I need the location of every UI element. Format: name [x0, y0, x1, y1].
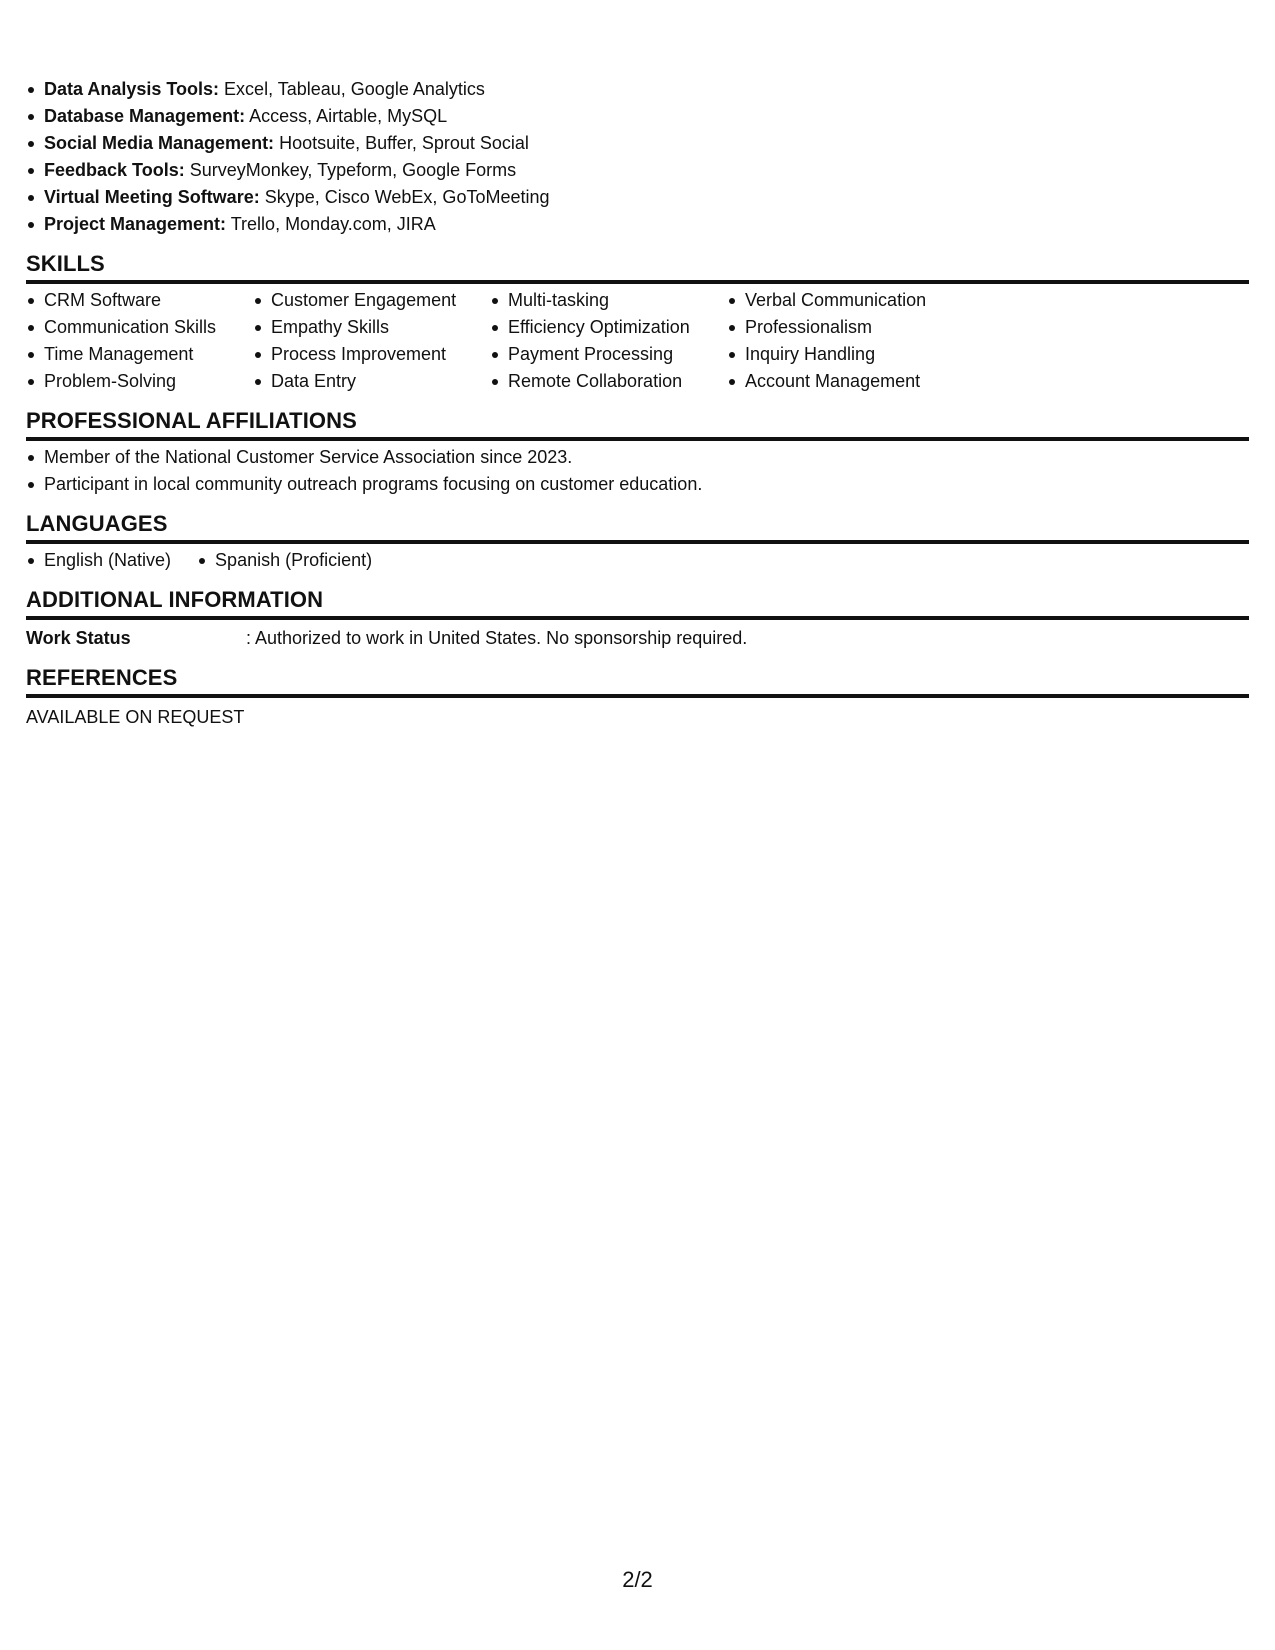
skill-item: Multi-tasking [490, 287, 727, 314]
skill-item: Time Management [26, 341, 253, 368]
tool-category-label: Virtual Meeting Software: [44, 187, 260, 207]
references-text: AVAILABLE ON REQUEST [26, 707, 245, 727]
skills-section [26, 250, 1249, 395]
page-number: 2/2 [622, 1567, 653, 1592]
tool-category-label: Data Analysis Tools: [44, 79, 220, 99]
work-status-row [26, 623, 1249, 652]
section-heading-additional-info: ADDITIONAL INFORMATION [26, 586, 1249, 620]
section-heading-languages: LANGUAGES [26, 510, 1249, 544]
skills-column [727, 287, 987, 395]
list-item [26, 130, 1249, 157]
tool-values: SurveyMonkey, Typeform, Google Forms [184, 160, 517, 180]
skill-item: Inquiry Handling [727, 341, 987, 368]
list-item [26, 184, 1249, 211]
skills-column [26, 287, 253, 395]
skills-column [490, 287, 727, 395]
skill-item: Payment Processing [490, 341, 727, 368]
section-heading-references: REFERENCES [26, 664, 1249, 698]
skill-item: Remote Collaboration [490, 368, 727, 395]
tool-values: Skype, Cisco WebEx, GoToMeeting [259, 187, 550, 207]
skills-grid [26, 287, 1249, 395]
work-status-value: : Authorized to work in United States. No sponsorship required. [246, 628, 748, 648]
skill-item: Verbal Communication [727, 287, 987, 314]
tool-category-label: Project Management: [44, 214, 227, 234]
skill-item: Communication Skills [26, 314, 253, 341]
affiliations-section [26, 407, 1249, 498]
tools-list [26, 76, 1249, 238]
tool-values: Excel, Tableau, Google Analytics [219, 79, 485, 99]
skill-item: Data Entry [253, 368, 490, 395]
tool-category-label: Database Management: [44, 106, 246, 126]
work-status-label: Work Status [26, 628, 131, 648]
skill-item: Process Improvement [253, 341, 490, 368]
list-item: Member of the National Customer Service Association since 2023. [26, 444, 1249, 471]
section-heading-affiliations: PROFESSIONAL AFFILIATIONS [26, 407, 1249, 441]
tool-category-label: Social Media Management: [44, 133, 275, 153]
tool-category-label: Feedback Tools: [44, 160, 185, 180]
skill-item: CRM Software [26, 287, 253, 314]
list-item: Participant in local community outreach programs focusing on customer education. [26, 471, 1249, 498]
skill-item: Professionalism [727, 314, 987, 341]
list-item [26, 211, 1249, 238]
additional-info-section [26, 586, 1249, 652]
skill-item: Efficiency Optimization [490, 314, 727, 341]
list-item [26, 103, 1249, 130]
skill-item: Customer Engagement [253, 287, 490, 314]
languages-list [26, 547, 1249, 574]
languages-section [26, 510, 1249, 574]
language-item: Spanish (Proficient) [197, 547, 372, 574]
affiliations-list [26, 444, 1249, 498]
list-item [26, 157, 1249, 184]
list-item [26, 76, 1249, 103]
skill-item: Account Management [727, 368, 987, 395]
language-item: English (Native) [26, 547, 171, 574]
tool-values: Hootsuite, Buffer, Sprout Social [274, 133, 529, 153]
skills-column [253, 287, 490, 395]
section-heading-skills: SKILLS [26, 250, 1249, 284]
skill-item: Empathy Skills [253, 314, 490, 341]
tool-values: Trello, Monday.com, JIRA [226, 214, 436, 234]
skill-item: Problem-Solving [26, 368, 253, 395]
tool-values: Access, Airtable, MySQL [245, 106, 448, 126]
references-section [26, 664, 1249, 731]
resume-page [26, 76, 1249, 731]
